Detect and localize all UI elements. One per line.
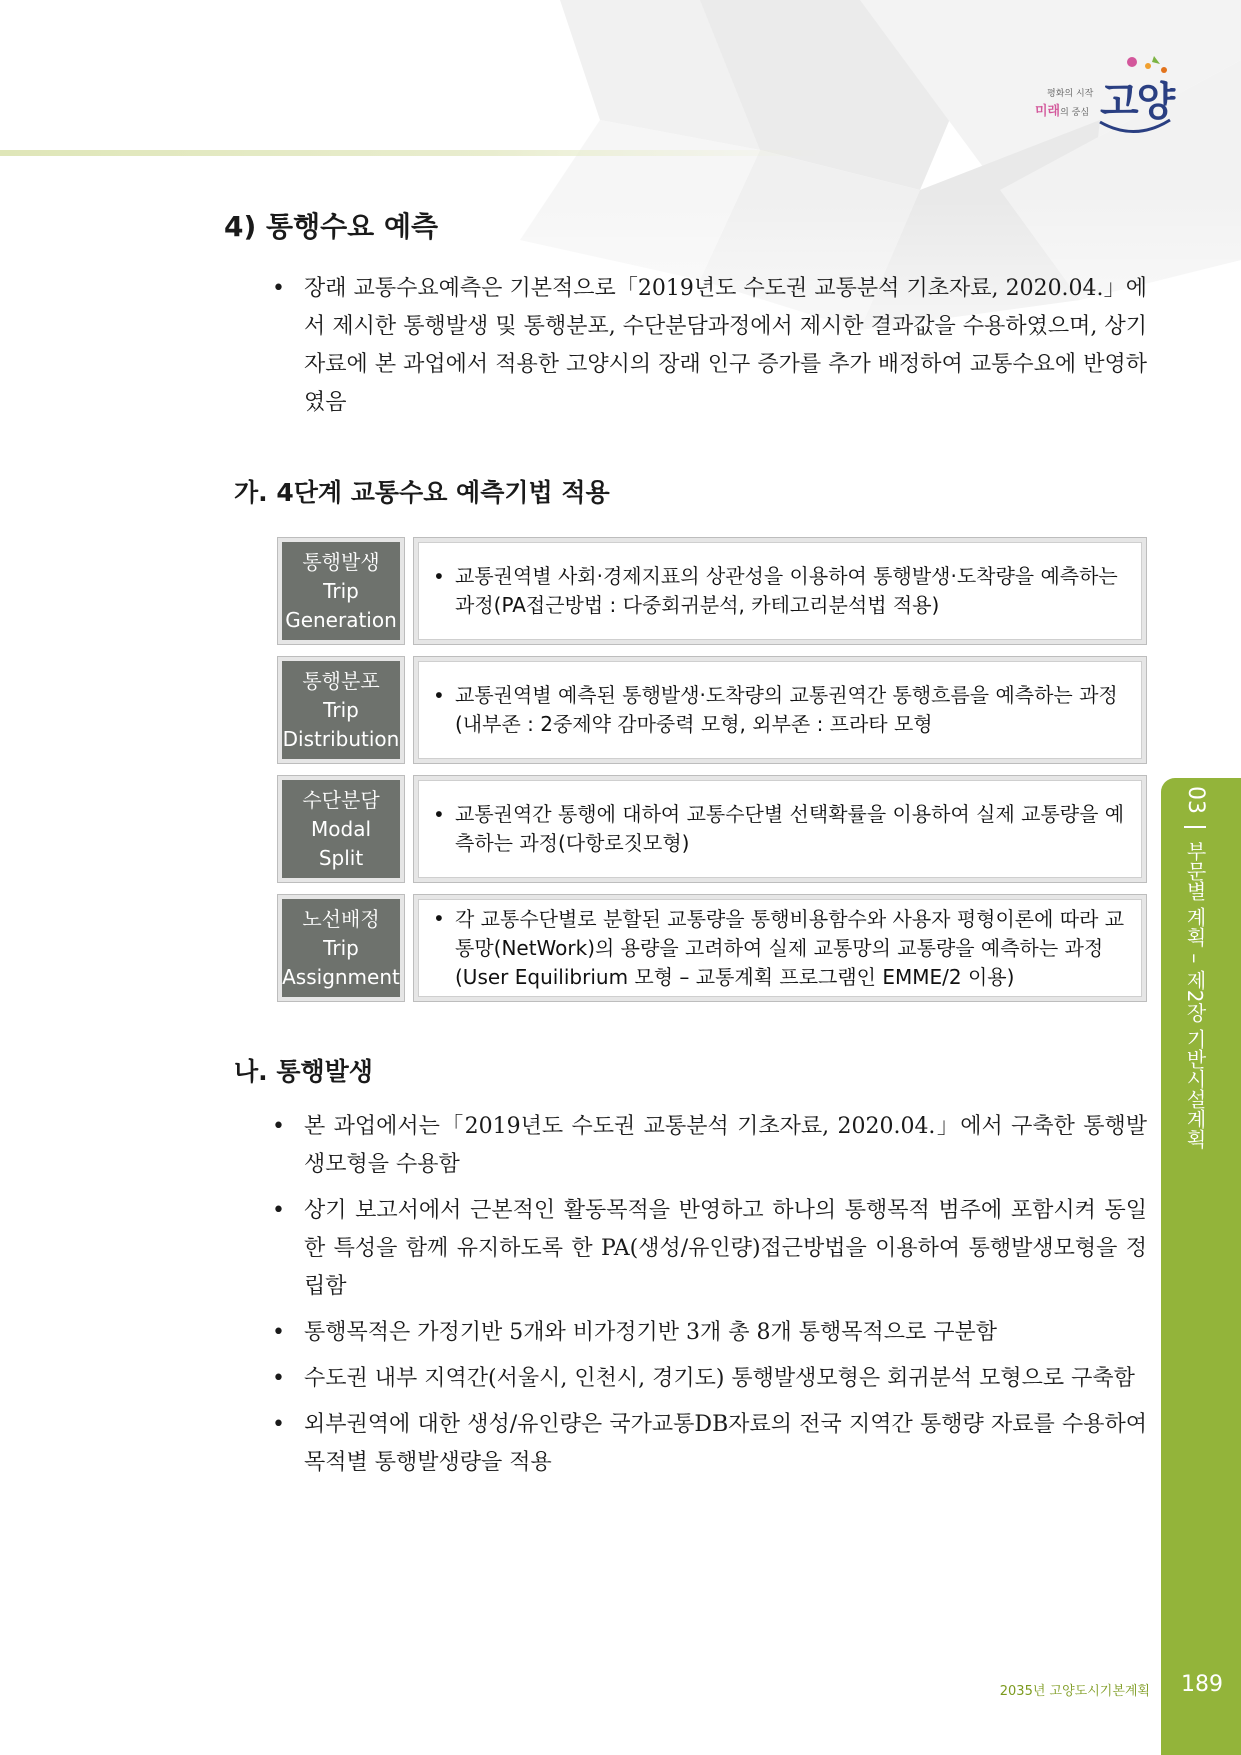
step-description-cell	[413, 656, 1147, 764]
slogan-line2-main: 미래	[1035, 104, 1061, 119]
page-number: 189	[1181, 1672, 1223, 1697]
list-item: • 상기 보고서에서 근본적인 활동목적을 반영하고 하나의 통행목적 범주에 포함시켜 동일한 특성을 함께 유지하도록 한 PA(생성/유인량)접근방법을 이용하여 통행발생모형을 정립함	[272, 1192, 1147, 1306]
subsection-b-title: 나. 통행발생	[234, 1057, 373, 1086]
chapter-side-text	[1170, 786, 1210, 1156]
chapter-title: 부문별 계획 – 제2장 기반시설계획	[1183, 840, 1207, 1149]
step-label-en1: Trip	[323, 697, 359, 722]
list-item: • 본 과업에서는「2019년도 수도권 교통분석 기초자료, 2020.04.」에서 구축한 통행발생모형을 수용함	[272, 1108, 1147, 1184]
list-item: • 수도권 내부 지역간(서울시, 인천시, 경기도) 통행발생모형은 회귀분석 모형으로 구축함	[272, 1360, 1147, 1398]
step-description: • 각 교통수단별로 분할된 교통량을 통행비용함수와 사용자 평형이론에 따라 교통망(NetWork)의 용량을 고려하여 실제 교통망의 교통량을 예측하는 과정(User Equilibrium 모형 – 교통계획 프로그램인 EMME/2 이용)	[418, 899, 1142, 997]
list-item: • 통행목적은 가정기반 5개와 비가정기반 3개 총 8개 통행목적으로 구분함	[272, 1314, 1147, 1352]
step-label-cell	[277, 537, 405, 645]
step-label-en1: Trip	[323, 935, 359, 960]
slogan-line1-main: 평화	[1047, 89, 1065, 99]
step-description: • 교통권역별 사회·경제지표의 상관성을 이용하여 통행발생·도착량을 예측하는 과정(PA접근방법 : 다중회귀분석, 카테고리분석법 적용)	[418, 542, 1142, 640]
step-label-cell	[277, 656, 405, 764]
chapter-divider	[1184, 826, 1206, 828]
step-label-en2: Distribution	[282, 726, 400, 751]
logo-brand-text: 고양	[1100, 79, 1174, 125]
slogan-line1-rest: 의 시작	[1064, 89, 1094, 99]
step-description-cell	[413, 537, 1147, 645]
header-rule	[0, 150, 820, 156]
footer-plan-name: 2035년 고양도시기본계획	[999, 1684, 1150, 1699]
step-label-cell	[277, 775, 405, 883]
step-modal-split	[277, 775, 1147, 883]
step-trip-assignment	[277, 894, 1147, 1002]
intro-bullet-list	[272, 270, 1147, 430]
step-label-en2: Generation	[285, 607, 397, 632]
step-description-cell	[413, 894, 1147, 1002]
step-trip-distribution	[277, 656, 1147, 764]
step-label-ko: 수단분담	[302, 787, 380, 812]
goyang-logo	[1030, 50, 1180, 140]
step-label-ko: 통행발생	[302, 549, 380, 574]
step-label-en2: Split	[318, 845, 364, 870]
step-label-ko: 통행분포	[302, 668, 380, 693]
step-description: • 교통권역간 통행에 대하여 교통수단별 선택확률을 이용하여 실제 교통량을 예측하는 과정(다항로짓모형)	[418, 780, 1142, 878]
subsection-a-title: 가. 4단계 교통수요 예측기법 적용	[234, 478, 610, 507]
step-description-cell	[413, 775, 1147, 883]
chapter-number: 03	[1183, 786, 1208, 814]
slogan-line2-rest: 의 중심	[1060, 108, 1090, 118]
list-item: • 외부권역에 대한 생성/유인량은 국가교통DB자료의 전국 지역간 통행량 자료를 수용하여 목적별 통행발생량을 적용	[272, 1406, 1147, 1482]
step-description: • 교통권역별 예측된 통행발생·도착량의 교통권역간 통행흐름을 예측하는 과정(내부존 : 2중제약 감마중력 모형, 외부존 : 프라타 모형	[418, 661, 1142, 759]
trip-generation-bullet-list	[272, 1108, 1147, 1490]
list-item: • 장래 교통수요예측은 기본적으로「2019년도 수도권 교통분석 기초자료, 2020.04.」에서 제시한 통행발생 및 통행분포, 수단분담과정에서 제시한 결과값을 수용하였으며, 상기자료에 본 과업에서 적용한 고양시의 장래 인구 증가를 추가 배정하여 교통수요에 반영하였음	[272, 270, 1147, 422]
step-label-en1: Modal	[311, 816, 371, 841]
step-label-ko: 노선배정	[302, 906, 380, 931]
section-title: 4) 통행수요 예측	[224, 210, 439, 243]
step-label-cell	[277, 894, 405, 1002]
step-label-en2: Assignment	[282, 964, 400, 989]
step-trip-generation	[277, 537, 1147, 645]
step-label-en1: Trip	[323, 578, 359, 603]
